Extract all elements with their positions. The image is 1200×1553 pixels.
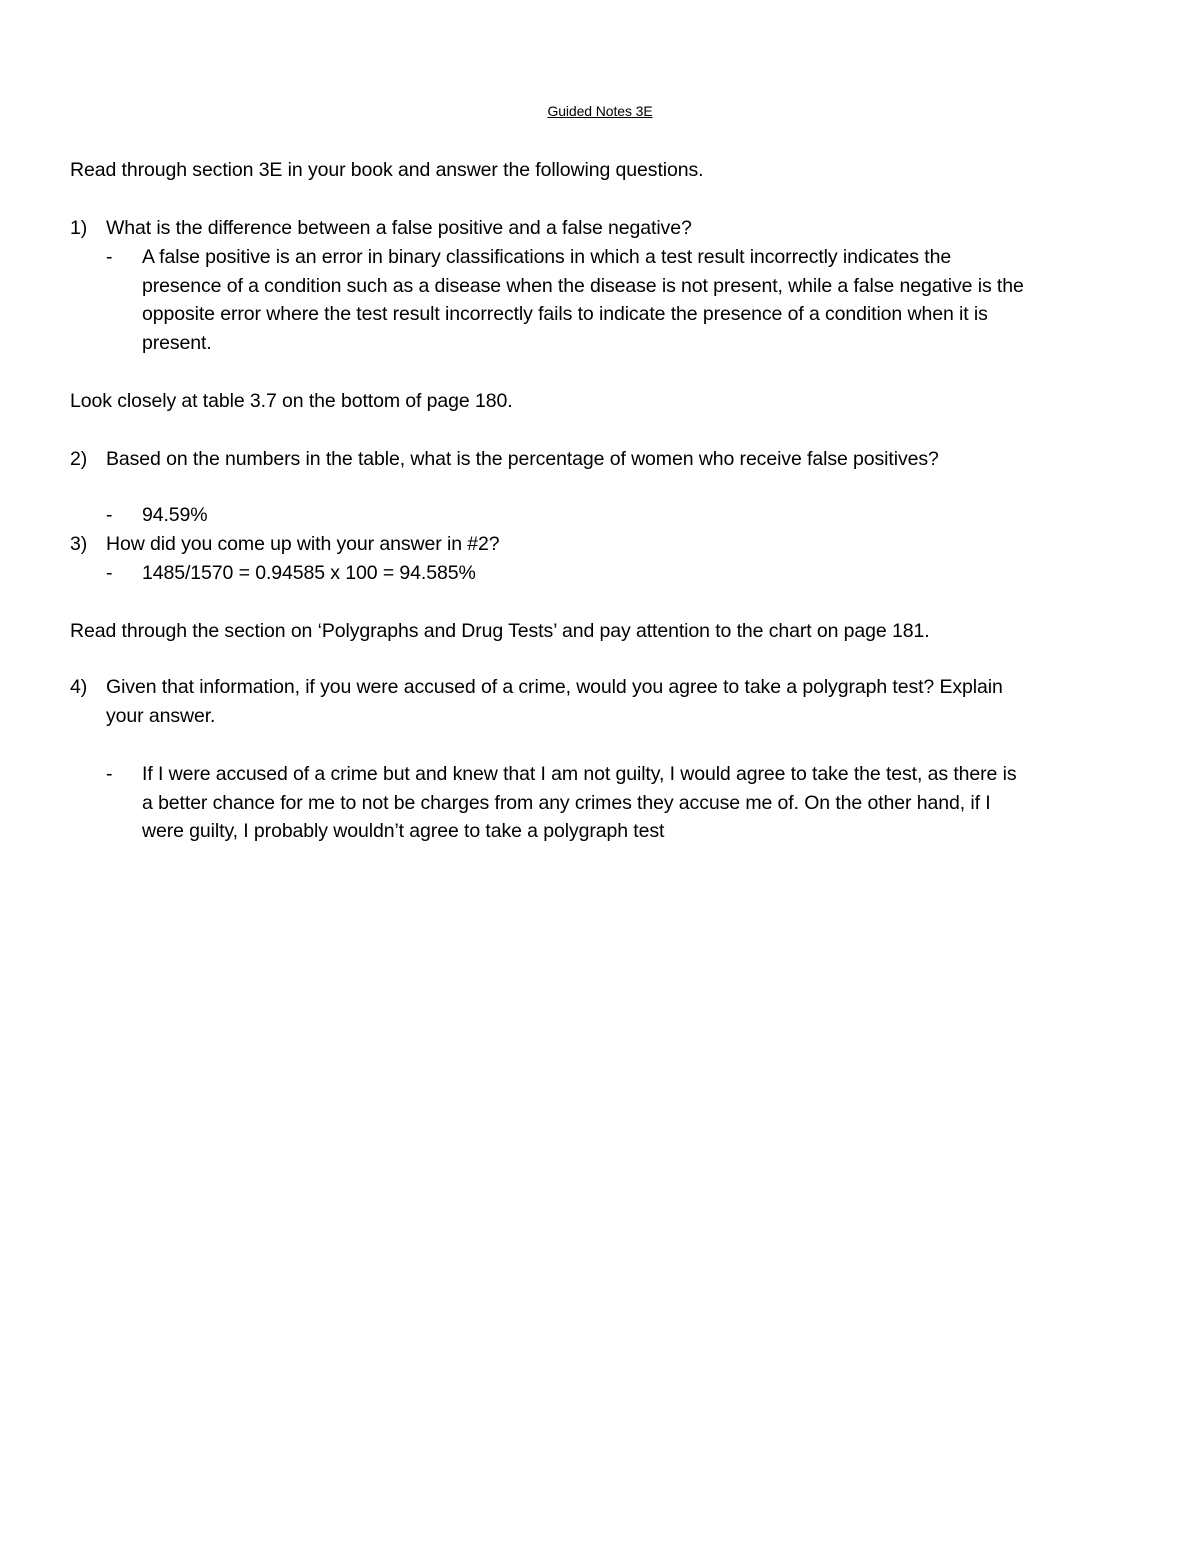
question-number: 1) (70, 217, 88, 239)
table-instruction: Look closely at table 3.7 on the bottom of page 180. (70, 390, 513, 412)
answer-bullet: - (106, 504, 113, 526)
answer-text: 1485/1570 = 0.94585 x 100 = 94.585% (142, 562, 476, 584)
question-number: 2) (70, 448, 88, 470)
question-text-line: Given that information, if you were accused of a crime, would you agree to take a polygraph test? Explain (106, 676, 1003, 698)
question-text: How did you come up with your answer in #2? (106, 533, 500, 555)
page-title: Guided Notes 3E (547, 103, 653, 119)
question-text: Based on the numbers in the table, what is the percentage of women who receive false positives? (106, 448, 939, 470)
answer-text: 94.59% (142, 504, 208, 526)
polygraph-instruction: Read through the section on ‘Polygraphs and Drug Tests’ and pay attention to the chart on page 181. (70, 620, 930, 642)
answer-line: A false positive is an error in binary classifications in which a test result incorrectly indicates the (142, 246, 952, 268)
answer-line: If I were accused of a crime but and knew that I am not guilty, I would agree to take the test, as there is (142, 763, 1017, 785)
question-text: What is the difference between a false positive and a false negative? (106, 217, 692, 239)
answer-line: present. (142, 332, 212, 354)
answer-line: a better chance for me to not be charges from any crimes they accuse me of. On the other hand, if I (142, 792, 991, 814)
question-number: 4) (70, 676, 88, 698)
question-text-line: your answer. (106, 705, 216, 727)
answer-line: opposite error where the test result incorrectly fails to indicate the presence of a condition when it is (142, 303, 988, 325)
answer-bullet: - (106, 562, 113, 584)
answer-bullet: - (106, 246, 113, 268)
intro-instruction: Read through section 3E in your book and answer the following questions. (70, 159, 704, 181)
answer-line: presence of a condition such as a disease when the disease is not present, while a false negative is the (142, 275, 1024, 297)
question-number: 3) (70, 533, 88, 555)
answer-bullet: - (106, 763, 113, 785)
answer-line: were guilty, I probably wouldn’t agree to take a polygraph test (142, 820, 665, 842)
